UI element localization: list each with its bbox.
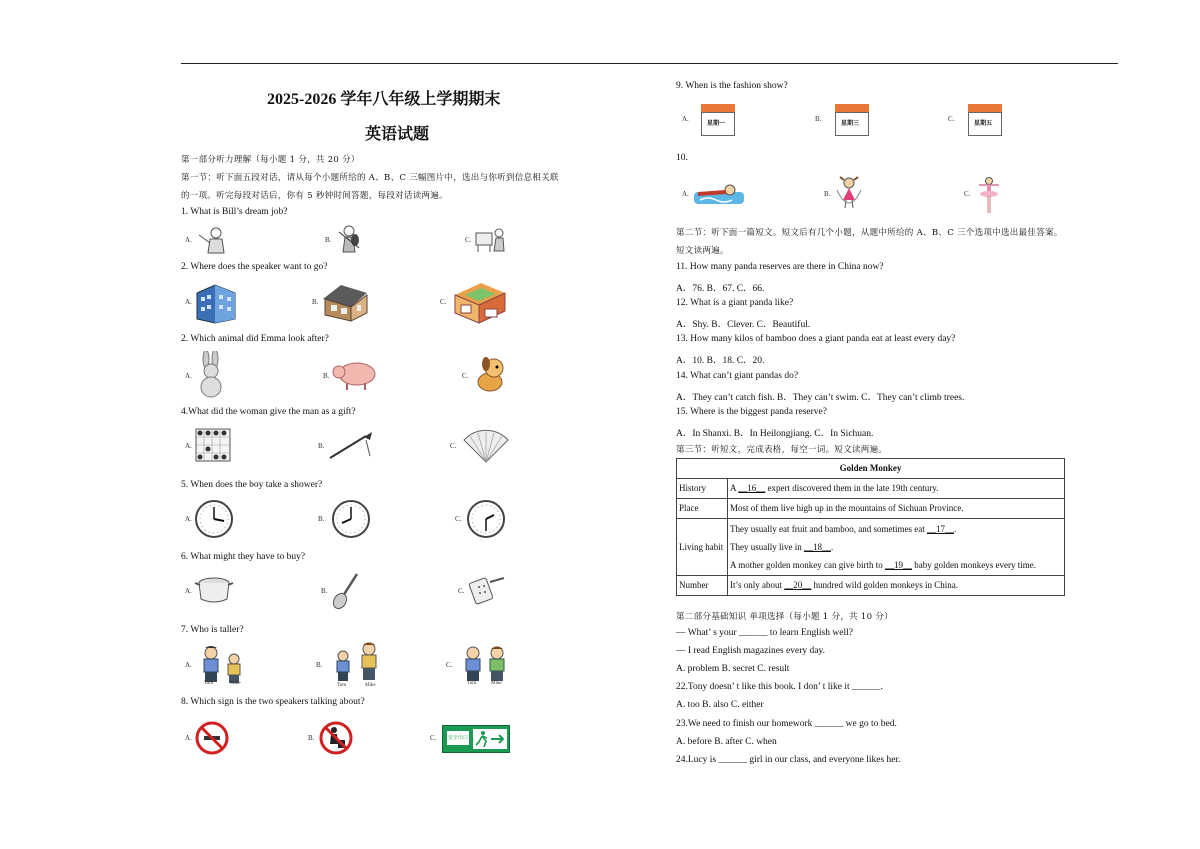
option-label: B.	[308, 734, 315, 742]
option-label: B.	[312, 298, 319, 306]
option-label: A.	[185, 515, 192, 523]
section1-instruction-2: 的一项。听完每段对话后，你有 5 秒钟时间答题，每段对话读两遍。	[181, 191, 448, 201]
option-label: A.	[185, 442, 192, 450]
name-label-mike: Mike	[491, 681, 502, 686]
blank-17[interactable]: __17__	[926, 524, 954, 534]
running-exit-icon	[473, 729, 507, 749]
option-label: A.	[185, 372, 192, 380]
option-label: B.	[318, 442, 325, 450]
calendar-day: 星期三	[841, 120, 860, 127]
page-title: 2025-2026 学年八年级上学期期末	[267, 91, 501, 108]
question-15: 15. Where is the biggest panda reserve?	[676, 407, 827, 417]
table-cell-number: It’s only about __20__ hundred wild golden monkeys in China.	[728, 576, 1065, 596]
teacher-figure-icon	[196, 225, 228, 255]
section2-instruction-2: 短文读两遍。	[676, 246, 729, 256]
answers-11: A．76. B．67. C．66.	[676, 284, 765, 294]
option-label: C.	[465, 236, 472, 244]
option-label: B.	[824, 190, 831, 198]
question-2: 2. Where does the speaker want to go?	[181, 262, 328, 272]
office-building-icon	[193, 279, 239, 325]
house-icon	[321, 281, 369, 323]
blank-20[interactable]: __20__	[784, 580, 812, 590]
table-label-number: Number	[677, 576, 728, 596]
option-label: C.	[964, 190, 971, 198]
page-subtitle: 英语试题	[365, 126, 430, 143]
spoon-icon	[331, 572, 361, 610]
part1-header: 第一部分听力理解（每小题 1 分，共 20 分）	[181, 155, 360, 165]
exit-sign-label: 安全出口	[447, 731, 469, 745]
two-boys-icon	[331, 641, 383, 689]
option-label: C.	[462, 372, 469, 380]
option-label: A.	[682, 115, 689, 123]
option-label: B.	[325, 236, 332, 244]
part2-header: 第二部分基础知识 单项选择（每小题 1 分，共 10 分）	[676, 612, 893, 622]
violinist-icon	[335, 224, 363, 254]
pianist-icon	[474, 225, 506, 253]
clock-icon	[331, 499, 371, 539]
option-label: C.	[440, 298, 447, 306]
table-cell-living-habit: They usually eat fruit and bamboo, and sometimes eat __17__. They usually live in __18__. A mother golden monkey can give birth to __19__ baby golden monkeys every time.	[728, 519, 1065, 576]
chess-board-icon	[194, 427, 232, 463]
pot-icon	[194, 573, 234, 605]
top-rule	[181, 63, 1118, 64]
calendar-icon	[968, 101, 1002, 136]
name-label-mike: Mike	[365, 683, 376, 688]
option-label: C.	[455, 515, 462, 523]
option-label: C.	[450, 442, 457, 450]
question-4: 4.What did the woman give the man as a gift?	[181, 407, 356, 417]
option-label: B.	[321, 587, 328, 595]
table-cell-place: Most of them live high up in the mountains of Sichuan Province.	[728, 499, 1065, 519]
table-header: Golden Monkey	[677, 459, 1065, 479]
option-label: B.	[815, 115, 822, 123]
answers-12: A．Shy. B．Clever. C．Beautiful.	[676, 320, 811, 330]
table-label-living-habit: Living habit	[677, 519, 728, 576]
name-label-tom: Tom	[204, 681, 214, 686]
dog-icon	[470, 354, 510, 396]
name-label-mike: Mike	[230, 681, 241, 686]
calendar-icon	[701, 101, 735, 136]
clock-icon	[194, 499, 234, 539]
part2-line: A. too B. also C. either	[676, 700, 764, 710]
swimmer-icon	[694, 180, 746, 208]
calendar-day: 星期五	[974, 120, 993, 127]
answers-14: A．They can’t catch fish. B．They can’t swim. C．They can’t climb trees.	[676, 393, 965, 403]
part2-line: 24.Lucy is ______ girl in our class, and everyone likes her.	[676, 755, 901, 765]
blank-16[interactable]: __16__	[738, 483, 766, 493]
question-7: 7. Who is taller?	[181, 625, 244, 635]
part2-line: — What’ s your ______ to learn English well?	[676, 628, 853, 638]
question-9: 9. When is the fashion show?	[676, 81, 788, 91]
option-label: A.	[682, 190, 689, 198]
question-10: 10.	[676, 153, 688, 163]
name-label-tom: Tom	[337, 683, 347, 688]
folding-fan-icon	[460, 428, 512, 464]
option-label: A.	[185, 734, 192, 742]
part2-line: A. problem B. secret C. result	[676, 664, 790, 674]
question-11: 11. How many panda reserves are there in China now?	[676, 262, 884, 272]
option-label: A.	[185, 661, 192, 669]
option-label: B.	[318, 515, 325, 523]
no-smoking-sign-icon	[194, 720, 230, 756]
question-12: 12. What is a giant panda like?	[676, 298, 794, 308]
brush-icon	[326, 430, 374, 462]
question-6: 6. What might they have to buy?	[181, 552, 306, 562]
rabbit-icon	[193, 351, 229, 399]
ballet-dancer-icon	[977, 175, 1001, 215]
question-8: 8. Which sign is the two speakers talking about?	[181, 697, 365, 707]
question-5: 5. When does the boy take a shower?	[181, 480, 323, 490]
golden-monkey-table	[676, 458, 1065, 596]
option-label: A.	[185, 236, 192, 244]
section3-instruction: 第三节：听短文，完成表格，每空一词。短文读两遍。	[676, 445, 888, 455]
clock-icon	[466, 499, 506, 539]
table-cell-history: A __16__ expert discovered them in the late 19th century.	[728, 479, 1065, 499]
option-label: A.	[185, 587, 192, 595]
section2-instruction-1: 第二节：听下面一篇短文。短文后有几个小题，从题中所给的 A、B、C 三个选项中选出最佳答案。	[676, 228, 1063, 238]
part2-line: 23.We need to finish our homework ______ we go to bed.	[676, 719, 897, 729]
part2-line: — I read English magazines every day.	[676, 646, 825, 656]
question-14: 14. What can’t giant pandas do?	[676, 371, 799, 381]
no-littering-sign-icon	[318, 720, 354, 756]
blank-18[interactable]: __18__	[804, 542, 831, 552]
calendar-icon	[835, 101, 869, 136]
table-label-history: History	[677, 479, 728, 499]
option-label: C.	[446, 661, 453, 669]
pig-icon	[331, 358, 381, 392]
name-label-tom: Tom	[467, 681, 477, 686]
option-label: C.	[458, 587, 465, 595]
question-13: 13. How many kilos of bamboo does a giant panda eat at least every day?	[676, 334, 956, 344]
table-label-place: Place	[677, 499, 728, 519]
option-label: A.	[185, 298, 192, 306]
question-3: 2. Which animal did Emma look after?	[181, 334, 329, 344]
option-label: C.	[430, 734, 437, 742]
grater-icon	[468, 574, 506, 606]
answers-13: A．10. B．18. C．20.	[676, 356, 765, 366]
option-label: B.	[316, 661, 323, 669]
answers-15: A．In Shanxi. B．In Heilongjiang. C．In Sichuan.	[676, 429, 874, 439]
blank-19[interactable]: __19__	[884, 560, 912, 570]
section1-instruction-1: 第一节：听下面五段对话，请从每个小题所给的 A、B、C 三幅图片中，选出与你听到信息相关联	[181, 173, 559, 183]
calendar-day: 星期一	[707, 120, 726, 127]
shop-building-icon	[451, 277, 509, 325]
exit-sign	[442, 725, 510, 753]
part2-line: 22.Tony doesn’ t like this book. I don’ t like it ______.	[676, 682, 883, 692]
option-label: C.	[948, 115, 955, 123]
part2-line: A. before B. after C. when	[676, 737, 777, 747]
girl-skipping-rope-icon	[833, 174, 865, 214]
option-label: B.	[323, 372, 330, 380]
question-1: 1. What is Bill’s dream job?	[181, 207, 288, 217]
